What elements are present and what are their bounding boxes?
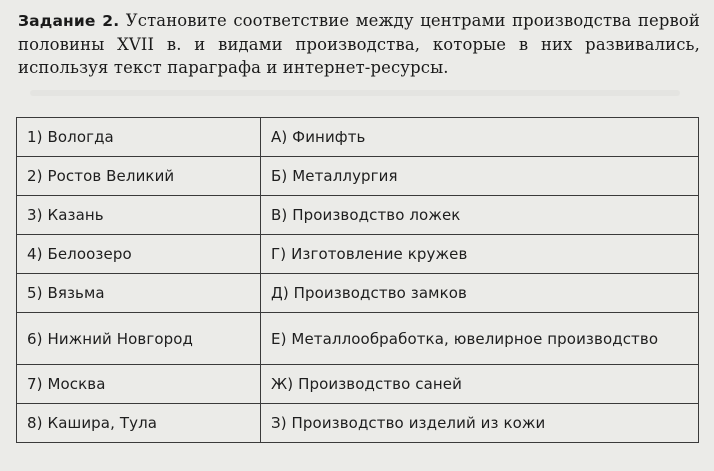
- production-cell: Г) Изготовление кружев: [261, 235, 699, 274]
- matching-table: [16, 117, 699, 443]
- table-row: [17, 235, 699, 274]
- table-row: [17, 404, 699, 443]
- center-cell: 5) Вязьма: [17, 274, 261, 313]
- center-cell: 7) Москва: [17, 365, 261, 404]
- task-instruction: [18, 9, 700, 79]
- production-cell: Ж) Производство саней: [261, 365, 699, 404]
- production-cell: Д) Производство замков: [261, 274, 699, 313]
- bleed-through-line: [30, 90, 680, 96]
- task-label: Задание 2.: [18, 12, 120, 30]
- table-row: [17, 118, 699, 157]
- center-cell: 3) Казань: [17, 196, 261, 235]
- table-row: [17, 365, 699, 404]
- table-row: [17, 157, 699, 196]
- production-cell: З) Производство изделий из кожи: [261, 404, 699, 443]
- center-cell: 1) Вологда: [17, 118, 261, 157]
- table-row: [17, 313, 699, 365]
- production-cell: Б) Металлургия: [261, 157, 699, 196]
- center-cell: 4) Белоозеро: [17, 235, 261, 274]
- production-cell: В) Производство ложек: [261, 196, 699, 235]
- production-cell: А) Финифть: [261, 118, 699, 157]
- center-cell: 8) Кашира, Тула: [17, 404, 261, 443]
- table-row: [17, 274, 699, 313]
- center-cell: 2) Ростов Великий: [17, 157, 261, 196]
- production-cell: Е) Металлообработка, ювелирное производство: [261, 313, 699, 365]
- table-row: [17, 196, 699, 235]
- center-cell: 6) Нижний Новгород: [17, 313, 261, 365]
- task-text: Установите соответствие между центрами производства первой половины XVII в. и видами производства, которые в них развивались, используя текст параграфа и интернет-ресурсы.: [18, 11, 700, 77]
